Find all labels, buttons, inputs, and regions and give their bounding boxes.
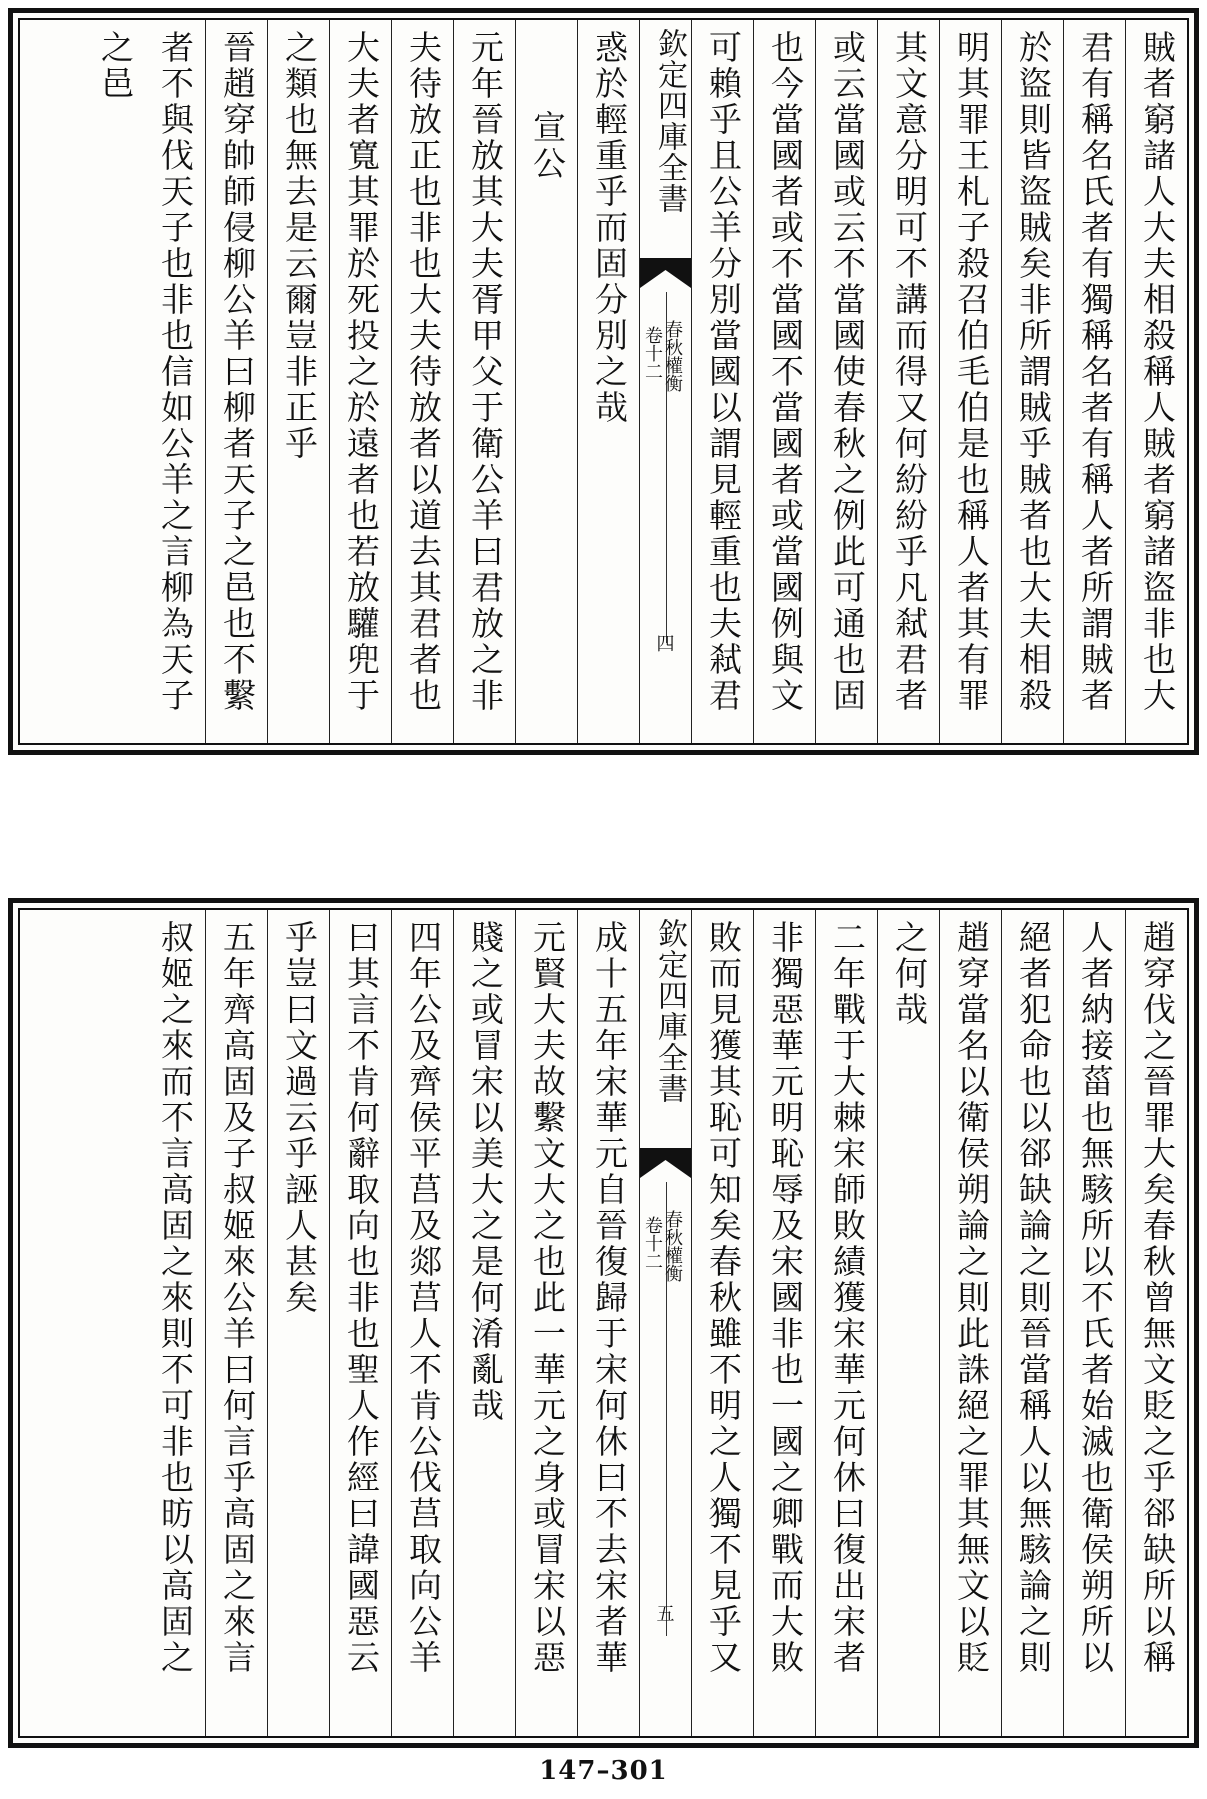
gutter-volume: 卷十二: [642, 326, 663, 380]
text-column: 絕者犯命也以郤缺論之則晉當稱人以無駭論之則: [1001, 910, 1063, 1736]
gutter-title: 欽定四庫全書: [652, 28, 687, 214]
text-column: 夫待放正也非也大夫待放者以道去其君者也: [391, 20, 453, 743]
text-column: 於盜則皆盜賊矣非所謂賊乎賊者也大夫相殺: [1001, 20, 1063, 743]
text-column: 或云當國或云不當國使春秋之例此可通也固: [815, 20, 877, 743]
text-column: 也今當國者或不當國不當國者或當國例與文: [753, 20, 815, 743]
fish-tail-mark: [640, 258, 691, 292]
text-column: 乎豈曰文過云乎誣人甚矣: [267, 910, 329, 1736]
text-column: 五年齊高固及子叔姬來公羊曰何言乎高固之來言: [205, 910, 267, 1736]
gutter-title: 欽定四庫全書: [652, 918, 687, 1104]
text-column: 四年公及齊侯平莒及郯莒人不肯公伐莒取向公羊: [391, 910, 453, 1736]
bottom-page-frame: [18, 908, 1189, 1738]
bottom-page: [8, 898, 1199, 1748]
top-page: [8, 8, 1199, 755]
text-column: 可賴乎且公羊分別當國以謂見輕重也夫弒君: [691, 20, 753, 743]
section-title: 宣公: [515, 20, 577, 743]
text-column: 晉趙穿帥師侵柳公羊曰柳者天子之邑也不繫: [205, 20, 267, 743]
text-column: 非獨惡華元明恥辱及宋國非也一國之卿戰而大敗: [753, 910, 815, 1736]
text-column: 君有稱名氏者有獨稱名者有稱人者所謂賊者: [1063, 20, 1125, 743]
text-column: 叔姬之來而不言高固之來則不可非也昉以高固之: [156, 920, 195, 1676]
text-column: 者不與伐天子也非也信如公羊之言柳為天子之邑: [96, 30, 195, 714]
text-column: 之何哉: [877, 910, 939, 1736]
gutter-book-name: 春秋權衡: [662, 1210, 683, 1282]
text-column: 人者納接菑也無駭所以不氏者始滅也衛侯朔所以: [1063, 910, 1125, 1736]
text-column: 惑於輕重乎而固分別之哉: [577, 20, 639, 743]
center-gutter: [639, 910, 691, 1736]
center-gutter: [639, 20, 691, 743]
top-page-frame: [18, 18, 1189, 745]
gutter-page-number: 四: [656, 634, 675, 655]
fish-tail-mark: [640, 1148, 691, 1182]
gutter-page-number: 五: [656, 1604, 675, 1625]
text-column: 賤之或冒宋以美大之是何淆亂哉: [453, 910, 515, 1736]
text-column: 二年戰于大棘宋師敗績獲宋華元何休曰復出宋者: [815, 910, 877, 1736]
text-column: 之類也無去是云爾豈非正乎: [267, 20, 329, 743]
text-column: 元年晉放其大夫胥甲父于衛公羊曰君放之非: [453, 20, 515, 743]
text-column: 趙穿當名以衛侯朔論之則此誅絕之罪其無文以貶: [939, 910, 1001, 1736]
text-column: 曰其言不肯何辭取向也非也聖人作經曰諱國惡云: [329, 910, 391, 1736]
text-column: 其文意分明可不講而得又何紛紛乎凡弒君者: [877, 20, 939, 743]
page-code: 147–301: [539, 1756, 668, 1786]
text-column: 明其罪王札子殺召伯毛伯是也稱人者其有罪: [939, 20, 1001, 743]
text-column: 成十五年宋華元自晉復歸于宋何休曰不去宋者華: [577, 910, 639, 1736]
text-column: 敗而見獲其恥可知矣春秋雖不明之人獨不見乎又: [691, 910, 753, 1736]
text-column: 趙穿伐之晉罪大矣春秋曾無文貶之乎郤缺所以稱: [1125, 910, 1187, 1736]
gutter-volume: 卷十二: [642, 1216, 663, 1270]
gutter-book-name: 春秋權衡: [662, 320, 683, 392]
text-column: 賊者窮諸人大夫相殺稱人賊者窮諸盜非也大: [1125, 20, 1187, 743]
text-column: 元賢大夫故繫文大之也此一華元之身或冒宋以惡: [515, 910, 577, 1736]
text-column: 大夫者寬其罪於死投之於遠者也若放驩兜于: [329, 20, 391, 743]
